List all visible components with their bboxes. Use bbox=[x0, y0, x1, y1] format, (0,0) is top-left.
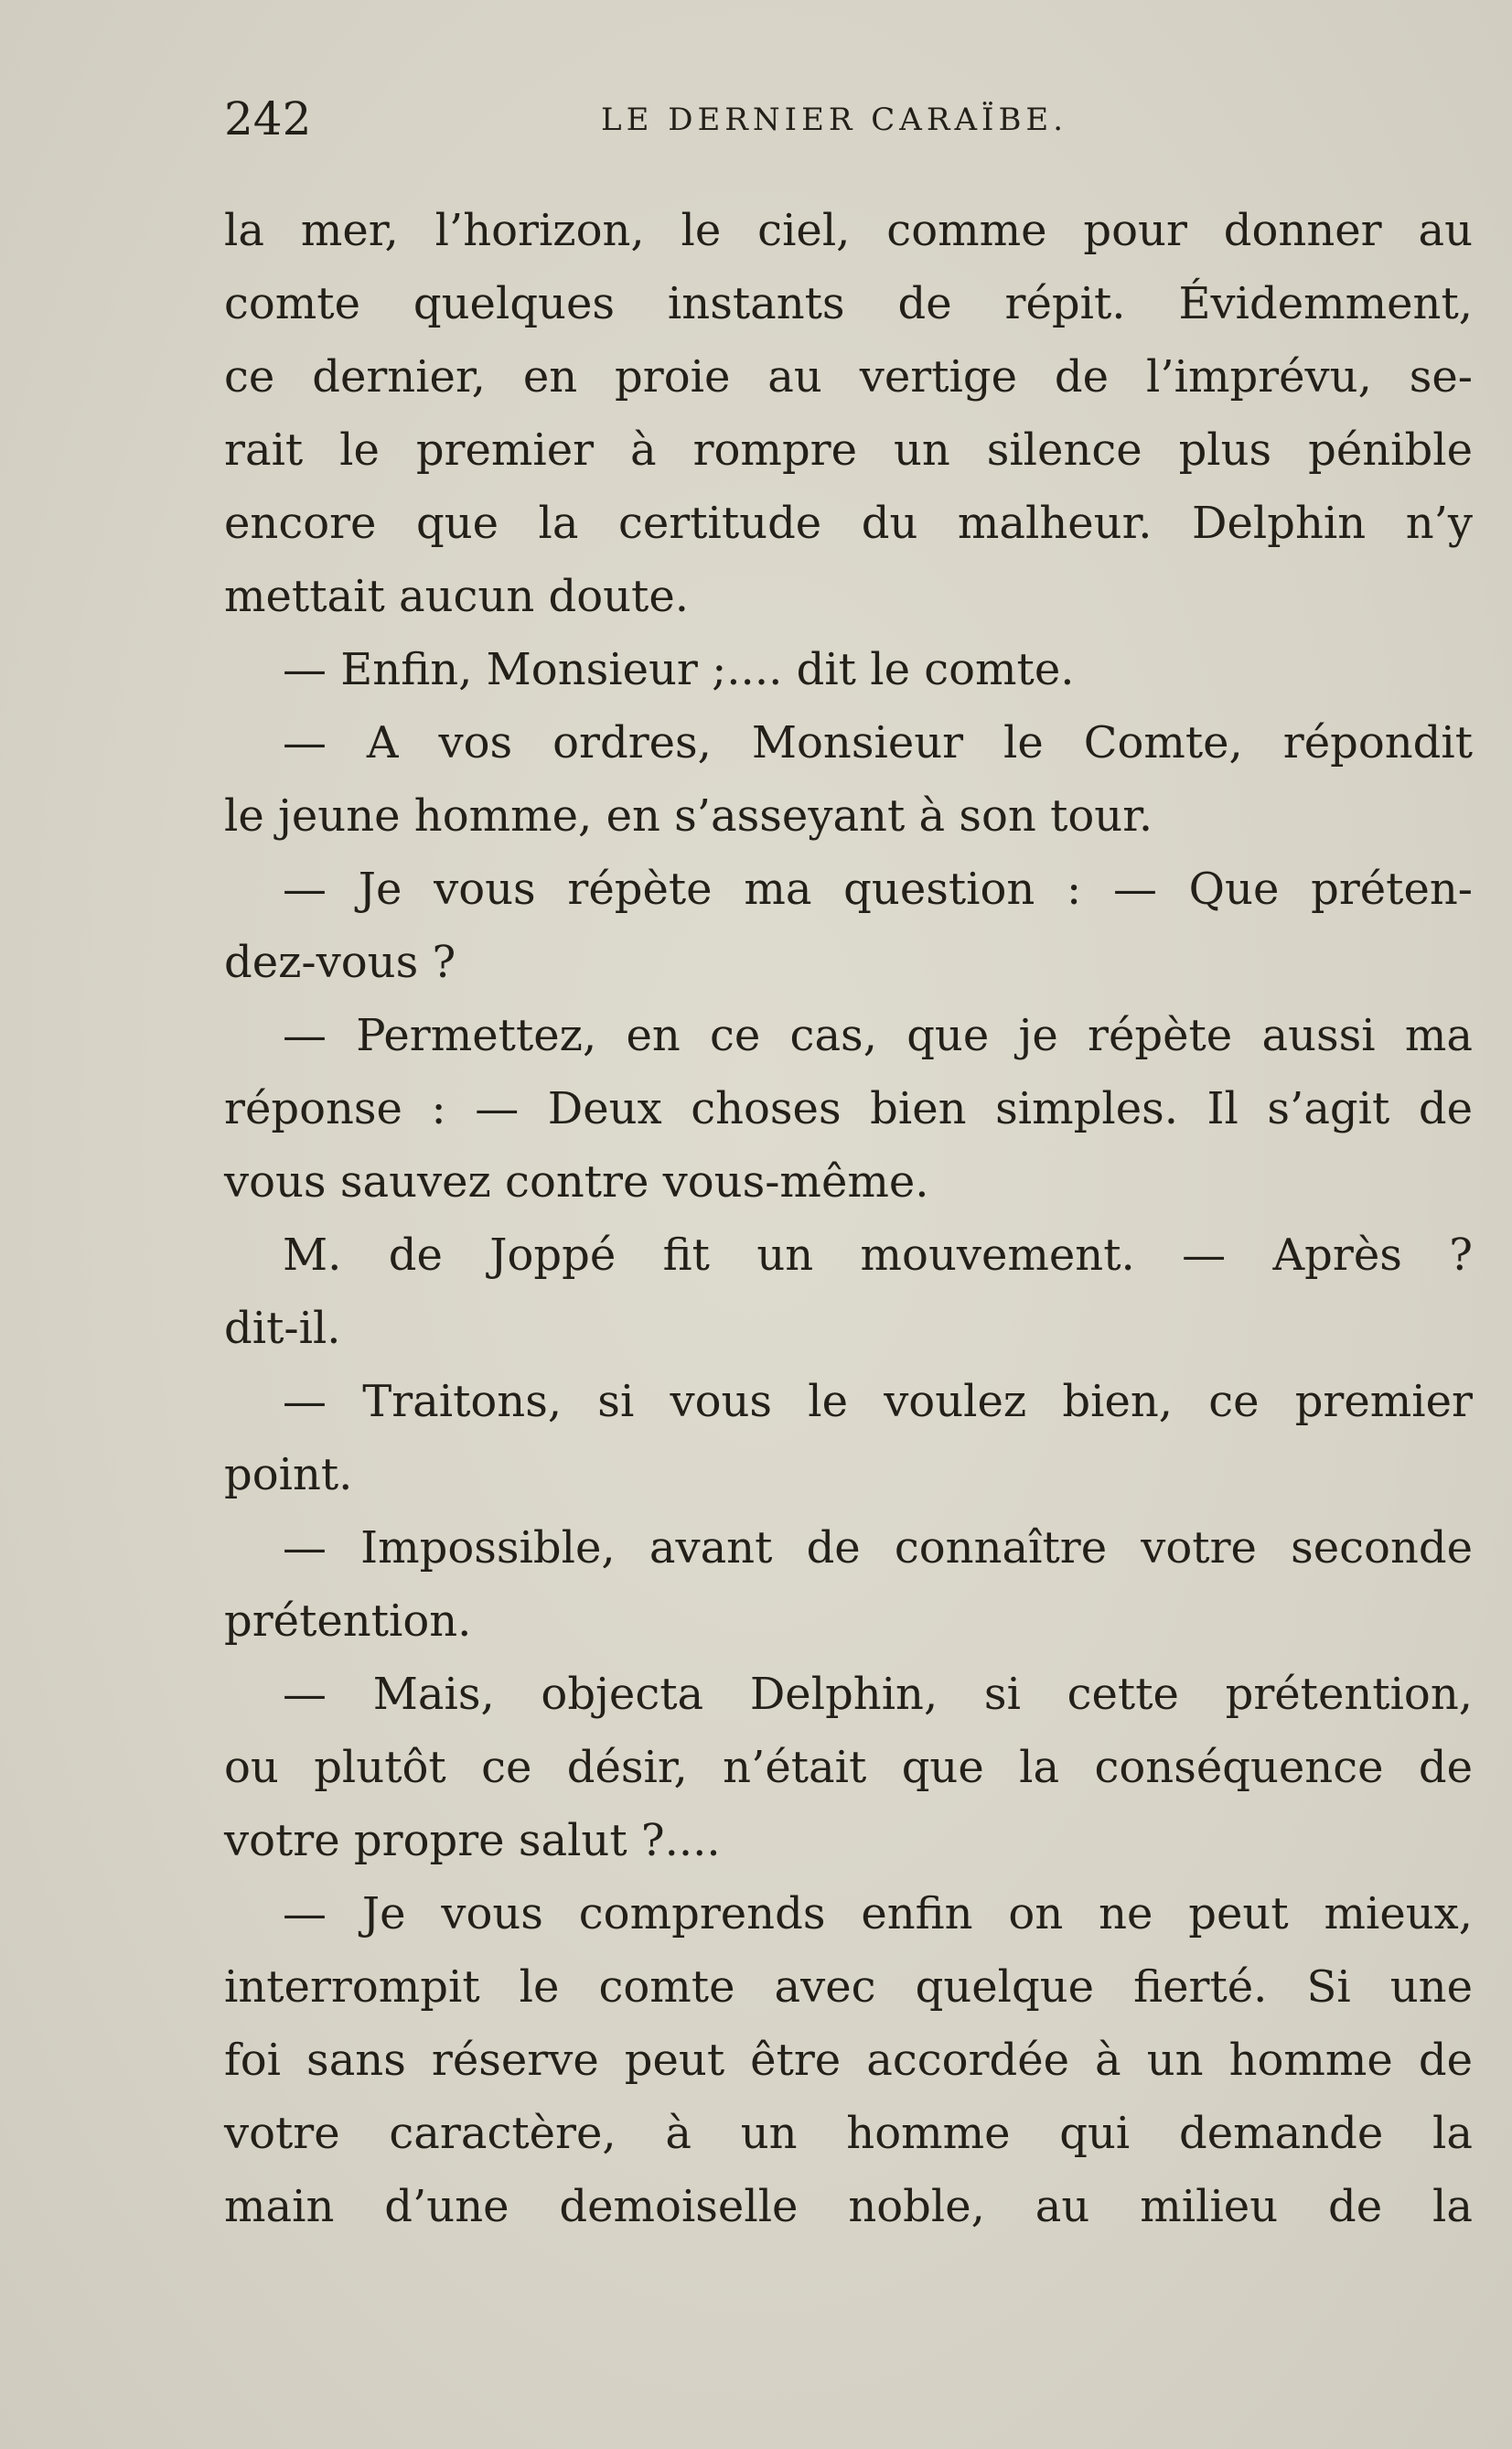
page-header bbox=[224, 91, 1486, 146]
text-line: comte quelques instants de répit. Évidemment, bbox=[224, 278, 1473, 329]
text-line: interrompit le comte avec quelque fierté. Si une bbox=[224, 1961, 1473, 2013]
text-line: le jeune homme, en s’asseyant à son tour. bbox=[224, 790, 1153, 842]
text-line: mettait aucun doute. bbox=[224, 571, 690, 622]
text-line: dit-il. bbox=[224, 1303, 341, 1354]
page-number: 242 bbox=[224, 92, 312, 145]
text-line: prétention. bbox=[224, 1595, 472, 1647]
text-line: foi sans réserve peut être accordée à un homme de bbox=[224, 2035, 1473, 2086]
text-line: la mer, l’horizon, le ciel, comme pour donner au bbox=[224, 205, 1473, 256]
text-line: — Enfin, Monsieur ;.... dit le comte. bbox=[283, 644, 1075, 695]
text-line: vous sauvez contre vous-même. bbox=[224, 1156, 929, 1208]
text-line: point. bbox=[224, 1449, 353, 1500]
text-line: ou plutôt ce désir, n’était que la conséquence de bbox=[224, 1742, 1473, 1793]
text-line: main d’une demoiselle noble, au milieu de la bbox=[224, 2181, 1473, 2232]
text-line: — Traitons, si vous le voulez bien, ce premier bbox=[283, 1376, 1473, 1427]
text-line: — Permettez, en ce cas, que je répète aussi ma bbox=[283, 1010, 1473, 1061]
body-text bbox=[224, 194, 1473, 2243]
text-line: — Mais, objecta Delphin, si cette prétention, bbox=[283, 1669, 1473, 1720]
text-line: — Je vous comprends enfin on ne peut mieux, bbox=[283, 1888, 1473, 1939]
text-line: — Impossible, avant de connaître votre seconde bbox=[283, 1522, 1473, 1574]
text-line: rait le premier à rompre un silence plus pénible bbox=[224, 424, 1473, 476]
text-line: — A vos ordres, Monsieur le Comte, répondit bbox=[283, 717, 1473, 768]
text-line: votre caractère, à un homme qui demande la bbox=[224, 2108, 1473, 2159]
text-line: encore que la certitude du malheur. Delphin n’y bbox=[224, 498, 1473, 549]
text-line: M. de Joppé fit un mouvement. — Après ? bbox=[283, 1230, 1473, 1281]
text-line: réponse : — Deux choses bien simples. Il s’agit de bbox=[224, 1083, 1473, 1134]
text-line: dez-vous ? bbox=[224, 937, 456, 988]
text-line: — Je vous répète ma question : — Que préten- bbox=[283, 864, 1473, 915]
text-line: votre propre salut ?.... bbox=[224, 1815, 721, 1866]
text-line: ce dernier, en proie au vertige de l’imprévu, se- bbox=[224, 351, 1473, 403]
running-title: LE DERNIER CARAÏBE. bbox=[601, 102, 1068, 138]
